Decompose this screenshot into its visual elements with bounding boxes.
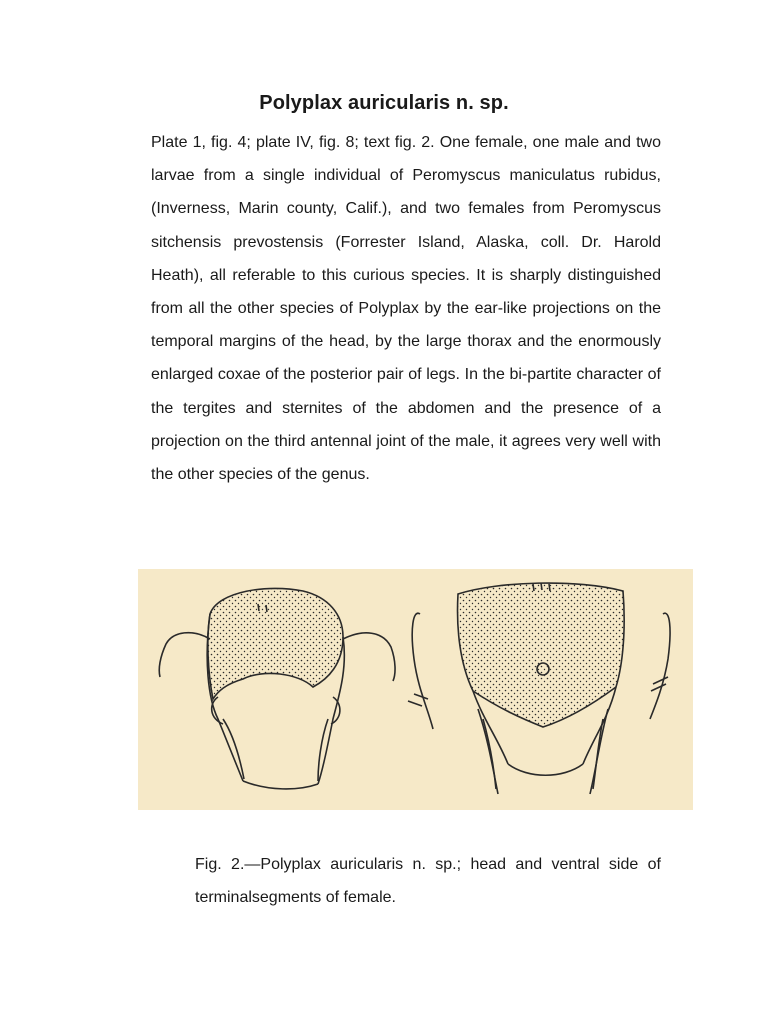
caption-text: Fig. 2.—Polyplax auricularis n. sp.; head and ventral side of terminalsegments of female. [195,856,661,907]
head-drawing [159,588,395,789]
figure-caption [195,848,661,914]
insect-drawing [138,569,693,810]
paragraph-text: Plate 1, fig. 4; plate IV, fig. 8; text fig. 2. One female, one male and two larvae from a single individual of Peromyscus maniculatus rubidus, (Inverness, Marin county, Calif.), and two females from Peromyscus sitchensis prevostensis (Forrester Island, Alaska, coll. Dr. Harold Heath), all referable to this curious species. It is sharply distinguished from all the other species of Polyplax by the ear-like projections on the temporal margins of the head, by the large thorax and the enormously enlarged coxae of the posterior pair of legs. In the bi-partite character of the tergites and sternites of the abdomen and the presence of a projection on the third antennal joint of the male, it agrees very well with the other species of the genus. [151,134,661,484]
terminal-segments-drawing [408,583,670,794]
body-paragraph [151,126,661,491]
figure-illustration [138,569,693,810]
page-title: Polyplax auricularis n. sp. [259,92,509,114]
